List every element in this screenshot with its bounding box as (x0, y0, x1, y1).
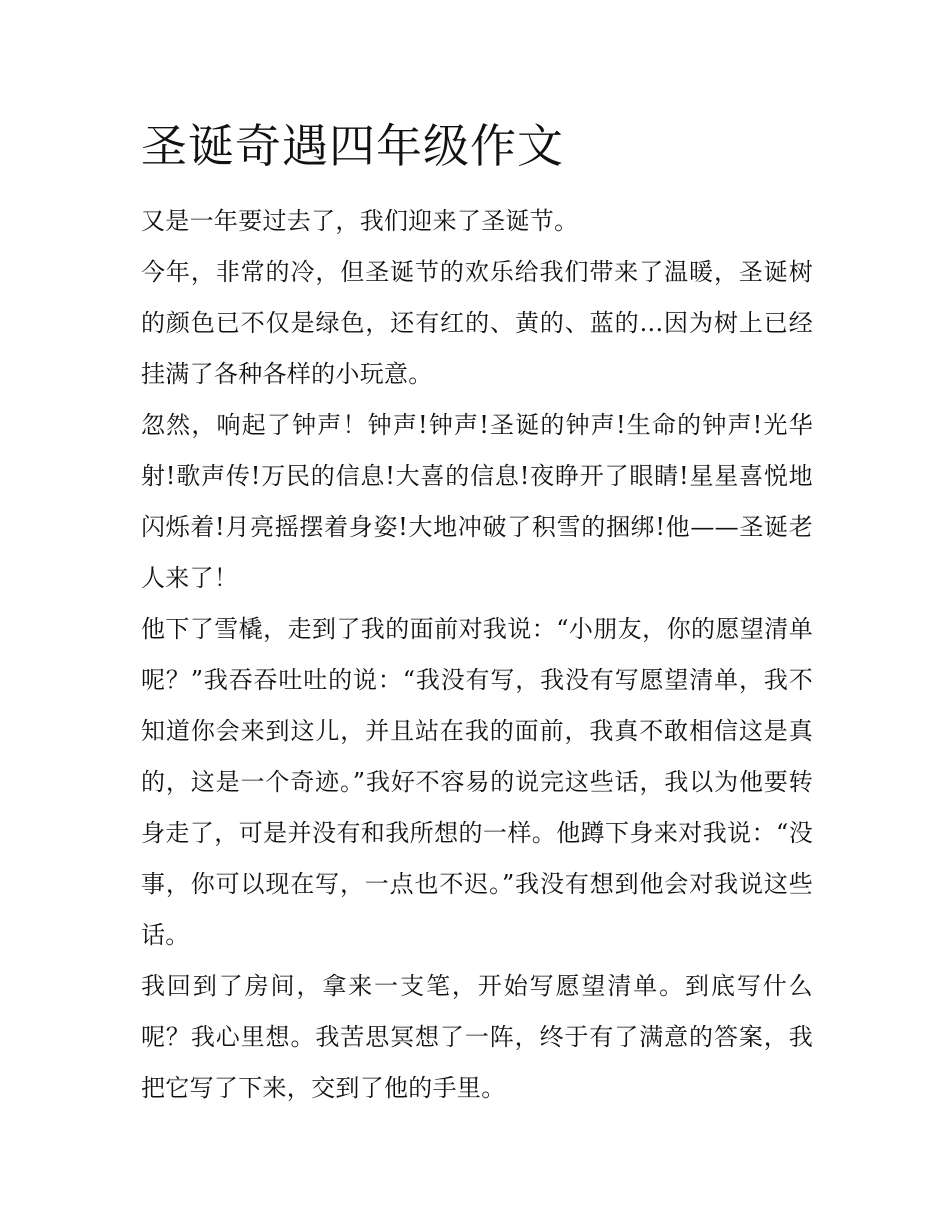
paragraph-4: 他下了雪橇，走到了我的面前对我说：“小朋友，你的愿望清单呢？”我吞吞吐吐的说：“我没有写，我没有写愿望清单，我不知道你会来到这儿，并且站在我的面前，我真不敢相信这是真的，这是一个奇迹。”我好不容易的说完这些话，我以为他要转身走了，可是并没有和我所想的一样。他蹲下身来对我说：“没事，你可以现在写，一点也不迟。”我没有想到他会对我说这些话。 (141, 615, 813, 949)
document-content (141, 112, 813, 1114)
document-body (141, 196, 813, 1114)
paragraph-5: 我回到了房间，拿来一支笔，开始写愿望清单。到底写什么呢？我心里想。我苦思冥想了一阵，终于有了满意的答案，我把它写了下来，交到了他的手里。 (141, 972, 813, 1102)
paragraph-2: 今年，非常的冷，但圣诞节的欢乐给我们带来了温暖，圣诞树的颜色已不仅是绿色，还有红的、黄的、蓝的...因为树上已经挂满了各种各样的小玩意。 (141, 258, 813, 388)
paragraph-3: 忽然，响起了钟声！钟声!钟声!圣诞的钟声!生命的钟声!光华射!歌声传!万民的信息!大喜的信息!夜睁开了眼睛!星星喜悦地闪烁着!月亮摇摆着身姿!大地冲破了积雪的捆绑!他——圣诞老人来了！ (141, 411, 813, 592)
paragraph-1: 又是一年要过去了，我们迎来了圣诞节。 (141, 207, 579, 235)
document-title: 圣诞奇遇四年级作文 (141, 119, 564, 173)
